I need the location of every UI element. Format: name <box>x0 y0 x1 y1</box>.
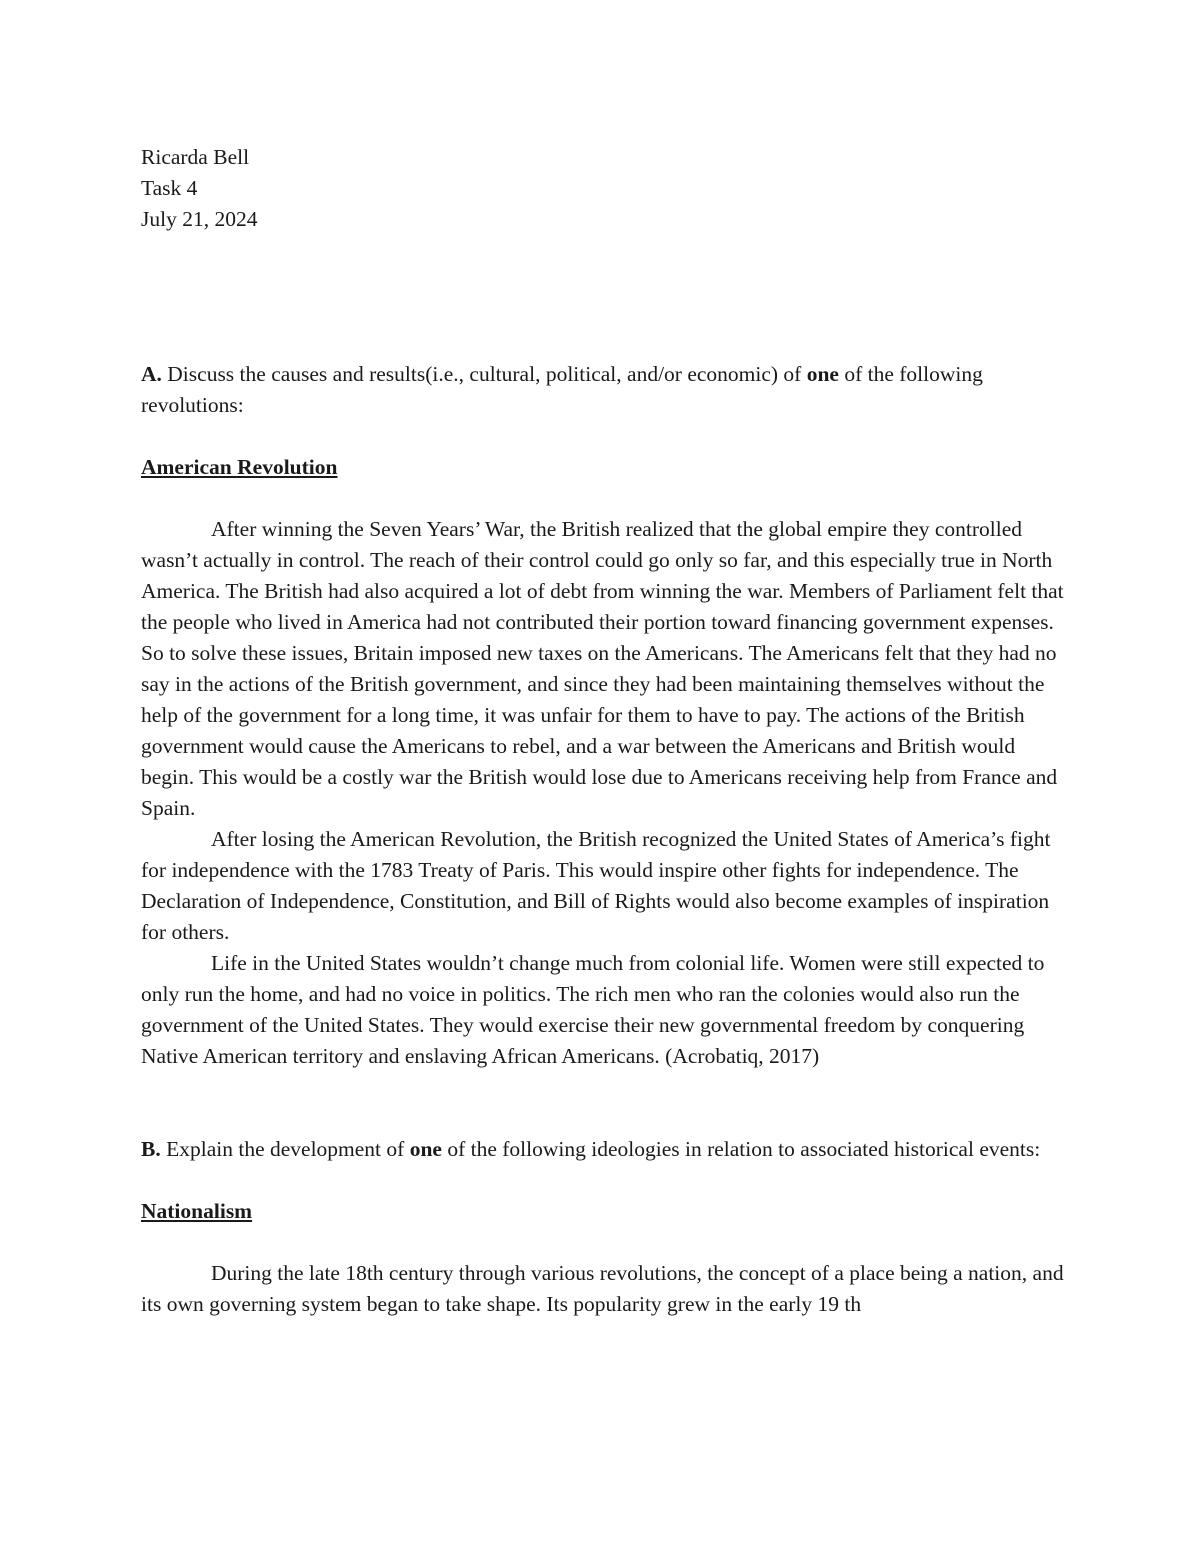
section-b-prompt-text-end: of the following ideologies in relation to associated historical events: <box>441 1137 1041 1161</box>
section-b-label: B. <box>141 1137 161 1161</box>
author-name: Ricarda Bell <box>141 145 250 169</box>
section-a-paragraph: After losing the American Revolution, the British recognized the United States of America’s fight for independence with the 1783 Treaty of Paris. This would inspire other fights for independence. The Declaration of Independence, Constitution, and Bill of Rights would also become examples of inspiration for others. <box>141 827 1051 944</box>
section-a-paragraph: Life in the United States wouldn’t change much from colonial life. Women were still expected to only run the home, and had no voice in politics. The rich men who ran the colonies would also run the government of the United States. They would exercise their new governmental freedom by conquering Native American territory and enslaving African Americans. (Acrobatiq, 2017) <box>141 951 1045 1068</box>
section-a-label: A. <box>141 362 162 386</box>
section-b <box>141 1134 1071 1320</box>
section-b-paragraph: During the late 18th century through various revolutions, the concept of a place being a nation, and its own governing system began to take shape. Its popularity grew in the early 19 th <box>141 1261 1064 1316</box>
section-b-prompt-emphasis: one <box>409 1137 442 1161</box>
section-a-prompt-text: Discuss the causes and results(i.e., cultural, political, and/or economic) of <box>161 362 807 386</box>
section-a-heading: American Revolution <box>141 455 338 479</box>
section-b-heading: Nationalism <box>141 1199 253 1223</box>
section-a-prompt <box>141 359 1071 421</box>
section-b-prompt-text: Explain the development of <box>160 1137 410 1161</box>
document-date: July 21, 2024 <box>141 207 258 231</box>
section-a <box>141 359 1071 1072</box>
section-a-paragraph: After winning the Seven Years’ War, the British realized that the global empire they controlled wasn’t actually in control. The reach of their control could go only so far, and this especially true in North America. The British had also acquired a lot of debt from winning the war. Members of Parliament felt that the people who lived in America had not contributed their portion toward financing government expenses. So to solve these issues, Britain imposed new taxes on the Americans. The Americans felt that they had no say in the actions of the British government, and since they had been maintaining themselves without the help of the government for a long time, it was unfair for them to have to pay. The actions of the British government would cause the Americans to rebel, and a war between the Americans and British would begin. This would be a costly war the British would lose due to Americans receiving help from France and Spain. <box>141 517 1064 820</box>
task-label: Task 4 <box>141 176 198 200</box>
section-a-prompt-text-end: of the following revolutions: <box>141 362 983 417</box>
document-header <box>141 142 1071 235</box>
section-a-prompt-emphasis: one <box>806 362 839 386</box>
document-page <box>141 142 1071 1320</box>
section-b-prompt <box>141 1134 1071 1165</box>
